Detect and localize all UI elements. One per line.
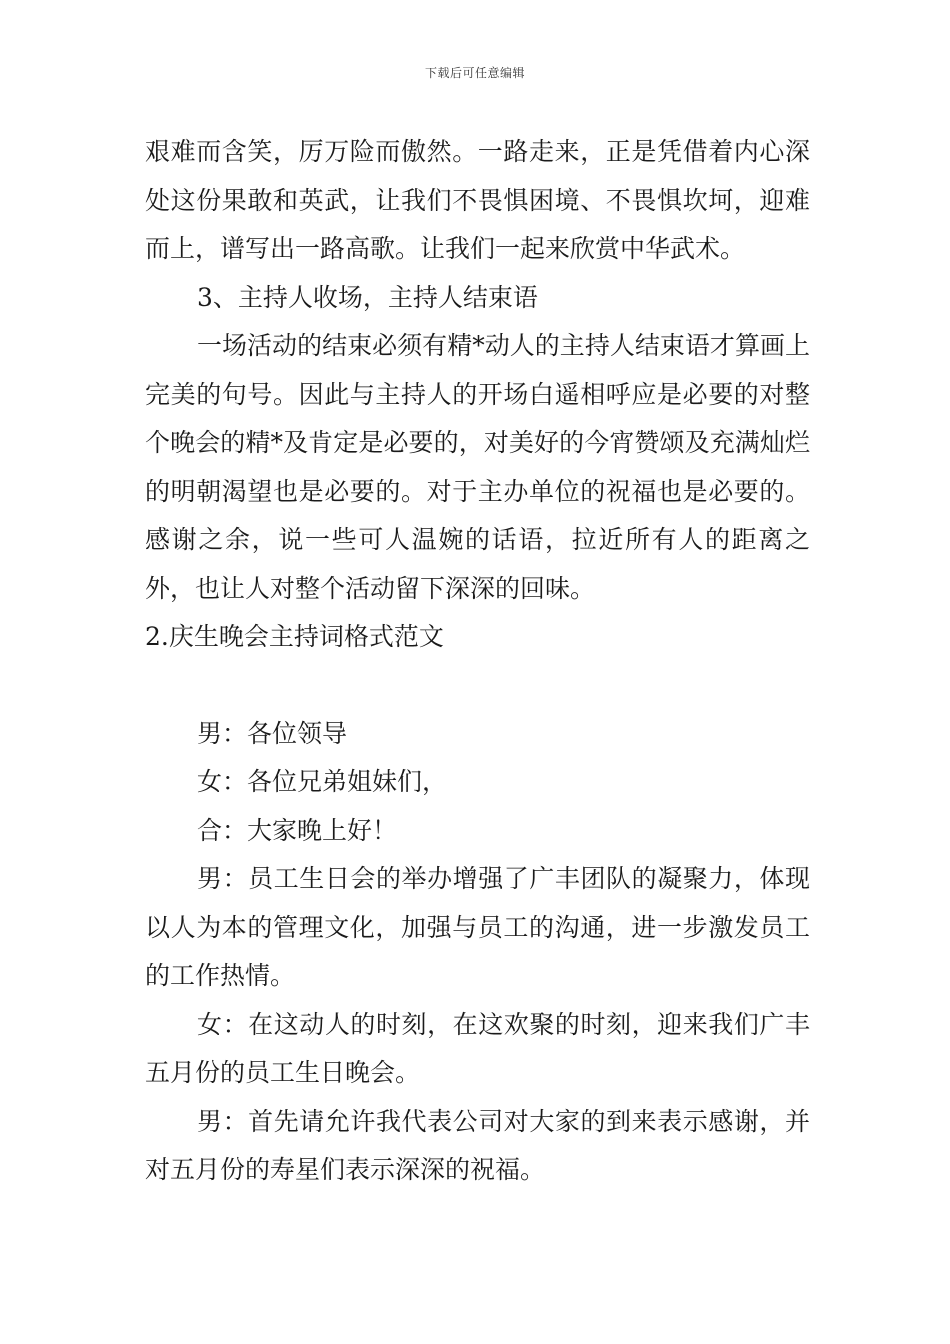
script-line: 女：在这动人的时刻，在这欢聚的时刻，迎来我们广丰五月份的员工生日晚会。: [145, 1009, 810, 1087]
paragraph-closing-remarks: 一场活动的结束必须有精*动人的主持人结束语才算画上完美的句号。因此与主持人的开场白遥相呼应是必要的对整个晚会的精*及肯定是必要的，对美好的今宵赞颂及充满灿烂的明朝渴望也是必要的。对于主办单位的祝福也是必要的。感谢之余，说一些可人温婉的话语，拉近所有人的距离之外，也让人对整个活动留下深深的回味。: [145, 331, 810, 603]
section-title-birthday-party: 2.庆生晚会主持词格式范文: [145, 622, 444, 651]
section-heading-closing: 3、主持人收场，主持人结束语: [197, 282, 538, 312]
blank-line: [145, 662, 810, 710]
script-line: 男：各位领导: [197, 718, 348, 748]
paragraph-continuation: 艰难而含笑，厉万险而傲然。一路走来，正是凭借着内心深处这份果敢和英武，让我们不畏惧困境、不畏惧坎坷，迎难而上，谱写出一路高歌。让我们一起来欣赏中华武术。: [145, 137, 810, 263]
page-header: 下载后可任意编辑: [424, 66, 525, 80]
document-body: [145, 128, 810, 1195]
script-line: 男：员工生日会的举办增强了广丰团队的凝聚力，体现以人为本的管理文化，加强与员工的沟通，进一步激发员工的工作热情。: [145, 864, 810, 990]
script-line: 女：各位兄弟姐妹们，: [197, 767, 448, 796]
script-line: 合：大家晚上好！: [197, 815, 398, 845]
script-line: 男：首先请允许我代表公司对大家的到来表示感谢，并对五月份的寿星们表示深深的祝福。: [145, 1106, 810, 1184]
